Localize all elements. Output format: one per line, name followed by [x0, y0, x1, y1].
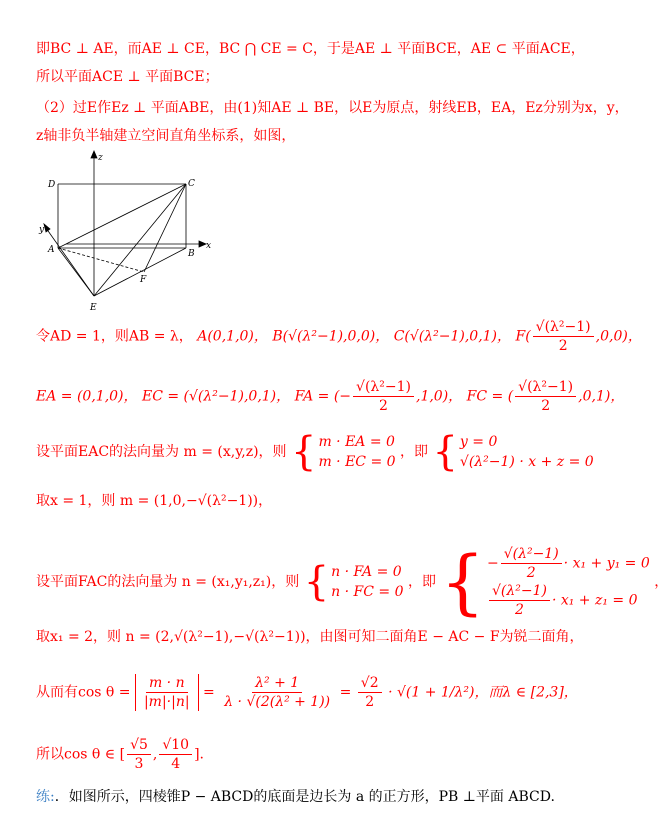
label-b: B	[188, 249, 195, 259]
take-x1-line: 取x₁ = 2，则 n = (2,√(λ²−1),−√(λ²−1))，由图可知二面角E − AC − F为锐二面角，	[36, 629, 584, 645]
vector-fa-post: ,1,0)，	[416, 388, 463, 405]
point-f-pre: F(	[515, 328, 531, 345]
exercise-label: 练:	[36, 789, 55, 805]
result-frac-1: $\frac{√5}{3}$	[127, 736, 151, 773]
cos-frac-2: $\frac{\text{λ² + 1}}{\text{λ · √(2(λ² + 1))}}$	[224, 675, 331, 710]
vector-fa-frac: $\frac{\text{√(λ²−1)}}{2}$	[353, 378, 414, 415]
vector-fa-pre: FA = (−	[294, 388, 352, 405]
normal-n-line	[36, 541, 668, 623]
label-d: D	[48, 180, 56, 190]
cos-eq-2: =	[339, 684, 352, 701]
label-e: E	[90, 303, 97, 313]
exercise-text: ．如图所示，四棱锥P − ABCD的底面是边长为 a 的正方形，PB ⊥平面 ABCD.	[54, 789, 555, 805]
normal-n-mid: ，即	[407, 574, 436, 590]
vectors-line	[36, 378, 624, 415]
edge-ca	[58, 184, 186, 248]
result-sep: ,	[152, 746, 158, 763]
normal-n-text: 设平面FAC的法向量为 n = (x₁,y₁,z₁)，则	[36, 574, 300, 590]
edge-af	[58, 248, 144, 272]
normal-m-system-2: { y = 0 √(λ²−1) · x + z = 0	[432, 429, 594, 475]
line-4: z轴非负半轴建立空间直角坐标系，如图，	[36, 128, 296, 144]
label-z: z	[98, 153, 103, 163]
label-f: F	[140, 275, 147, 285]
y-axis	[46, 228, 94, 296]
x-arrow	[199, 241, 206, 247]
point-c: C(√(λ²−1),0,1)，	[393, 328, 512, 345]
take-x-line: 取x = 1，则 m = (1,0,−√(λ²−1))，	[36, 493, 273, 509]
coords-intro: 令AD = 1，则AB = λ，	[36, 328, 193, 345]
point-b: B(√(λ²−1),0,0)，	[272, 328, 390, 345]
label-c: C	[188, 179, 195, 189]
normal-m-text: 设平面EAC的法向量为 m = (x,y,z)，则	[36, 444, 287, 460]
cos-pre: 从而有cos θ =	[36, 684, 131, 701]
cos-abs: $\frac{m \cdot n}{|m|\cdot|n|}$	[135, 674, 199, 711]
result-line	[36, 736, 204, 773]
cos-frac-3: $\frac{√2}{2}$	[358, 674, 382, 711]
exercise-line	[36, 786, 555, 808]
normal-m-line	[36, 429, 594, 475]
line-3: （2）过E作Ez ⊥ 平面ABE，由(1)知AE ⊥ BE，以E为原点，射线EB，EA，Ez分别为x，y，	[36, 100, 629, 116]
normal-n-system-1: { n · FA = 0 n · FC = 0	[303, 559, 404, 605]
cos-line	[36, 674, 578, 711]
vector-ea: EA = (0,1,0)，	[36, 388, 138, 405]
vector-ec: EC = (√(λ²−1),0,1)，	[141, 388, 291, 405]
cos-tail: · √(1 + 1/λ²)，而λ ∈ [2,3]，	[388, 684, 578, 701]
y-arrow	[44, 224, 50, 232]
z-arrow	[91, 151, 97, 158]
line-2: 所以平面ACE ⊥ 平面BCE；	[36, 69, 219, 85]
label-a: A	[48, 245, 55, 255]
label-x: x	[206, 241, 212, 251]
normal-m-system-1: { m · EA = 0 m · EC = 0	[291, 429, 396, 475]
result-pre: 所以cos θ ∈ [	[36, 746, 126, 763]
vector-fc-post: ,0,1)，	[578, 388, 625, 405]
point-f-post: ,0,0)，	[595, 328, 642, 345]
point-a: A(0,1,0)，	[197, 328, 268, 345]
result-post: ].	[194, 746, 205, 763]
vector-fc-pre: FC = (	[466, 388, 514, 405]
coordinate-figure	[36, 148, 216, 313]
normal-n-end: ，	[654, 574, 668, 590]
edge-eb	[94, 248, 186, 296]
normal-n-system-2: { − $\frac{\text{√(λ²−1)}}{2}$ · x₁ + y₁ = 0 $\frac{\text{√(λ²−1)}}{2}$ · x₁ + z₁ = 0	[440, 541, 650, 623]
vector-fc-frac: $\frac{\text{√(λ²−1)}}{2}$	[515, 378, 576, 415]
normal-m-mid: ，即	[400, 444, 429, 460]
result-frac-2: $\frac{√10}{4}$	[159, 736, 192, 773]
label-y: y	[39, 225, 45, 235]
line-1: 即BC ⊥ AE，而AE ⊥ CE，BC ⋂ CE = C，于是AE ⊥ 平面BCE，AE ⊂ 平面ACE，	[36, 41, 585, 57]
point-f-frac: $\frac{\text{√(λ²−1)}}{2}$	[533, 318, 594, 355]
coords-line	[36, 318, 642, 355]
cos-eq-1: =	[203, 684, 215, 701]
